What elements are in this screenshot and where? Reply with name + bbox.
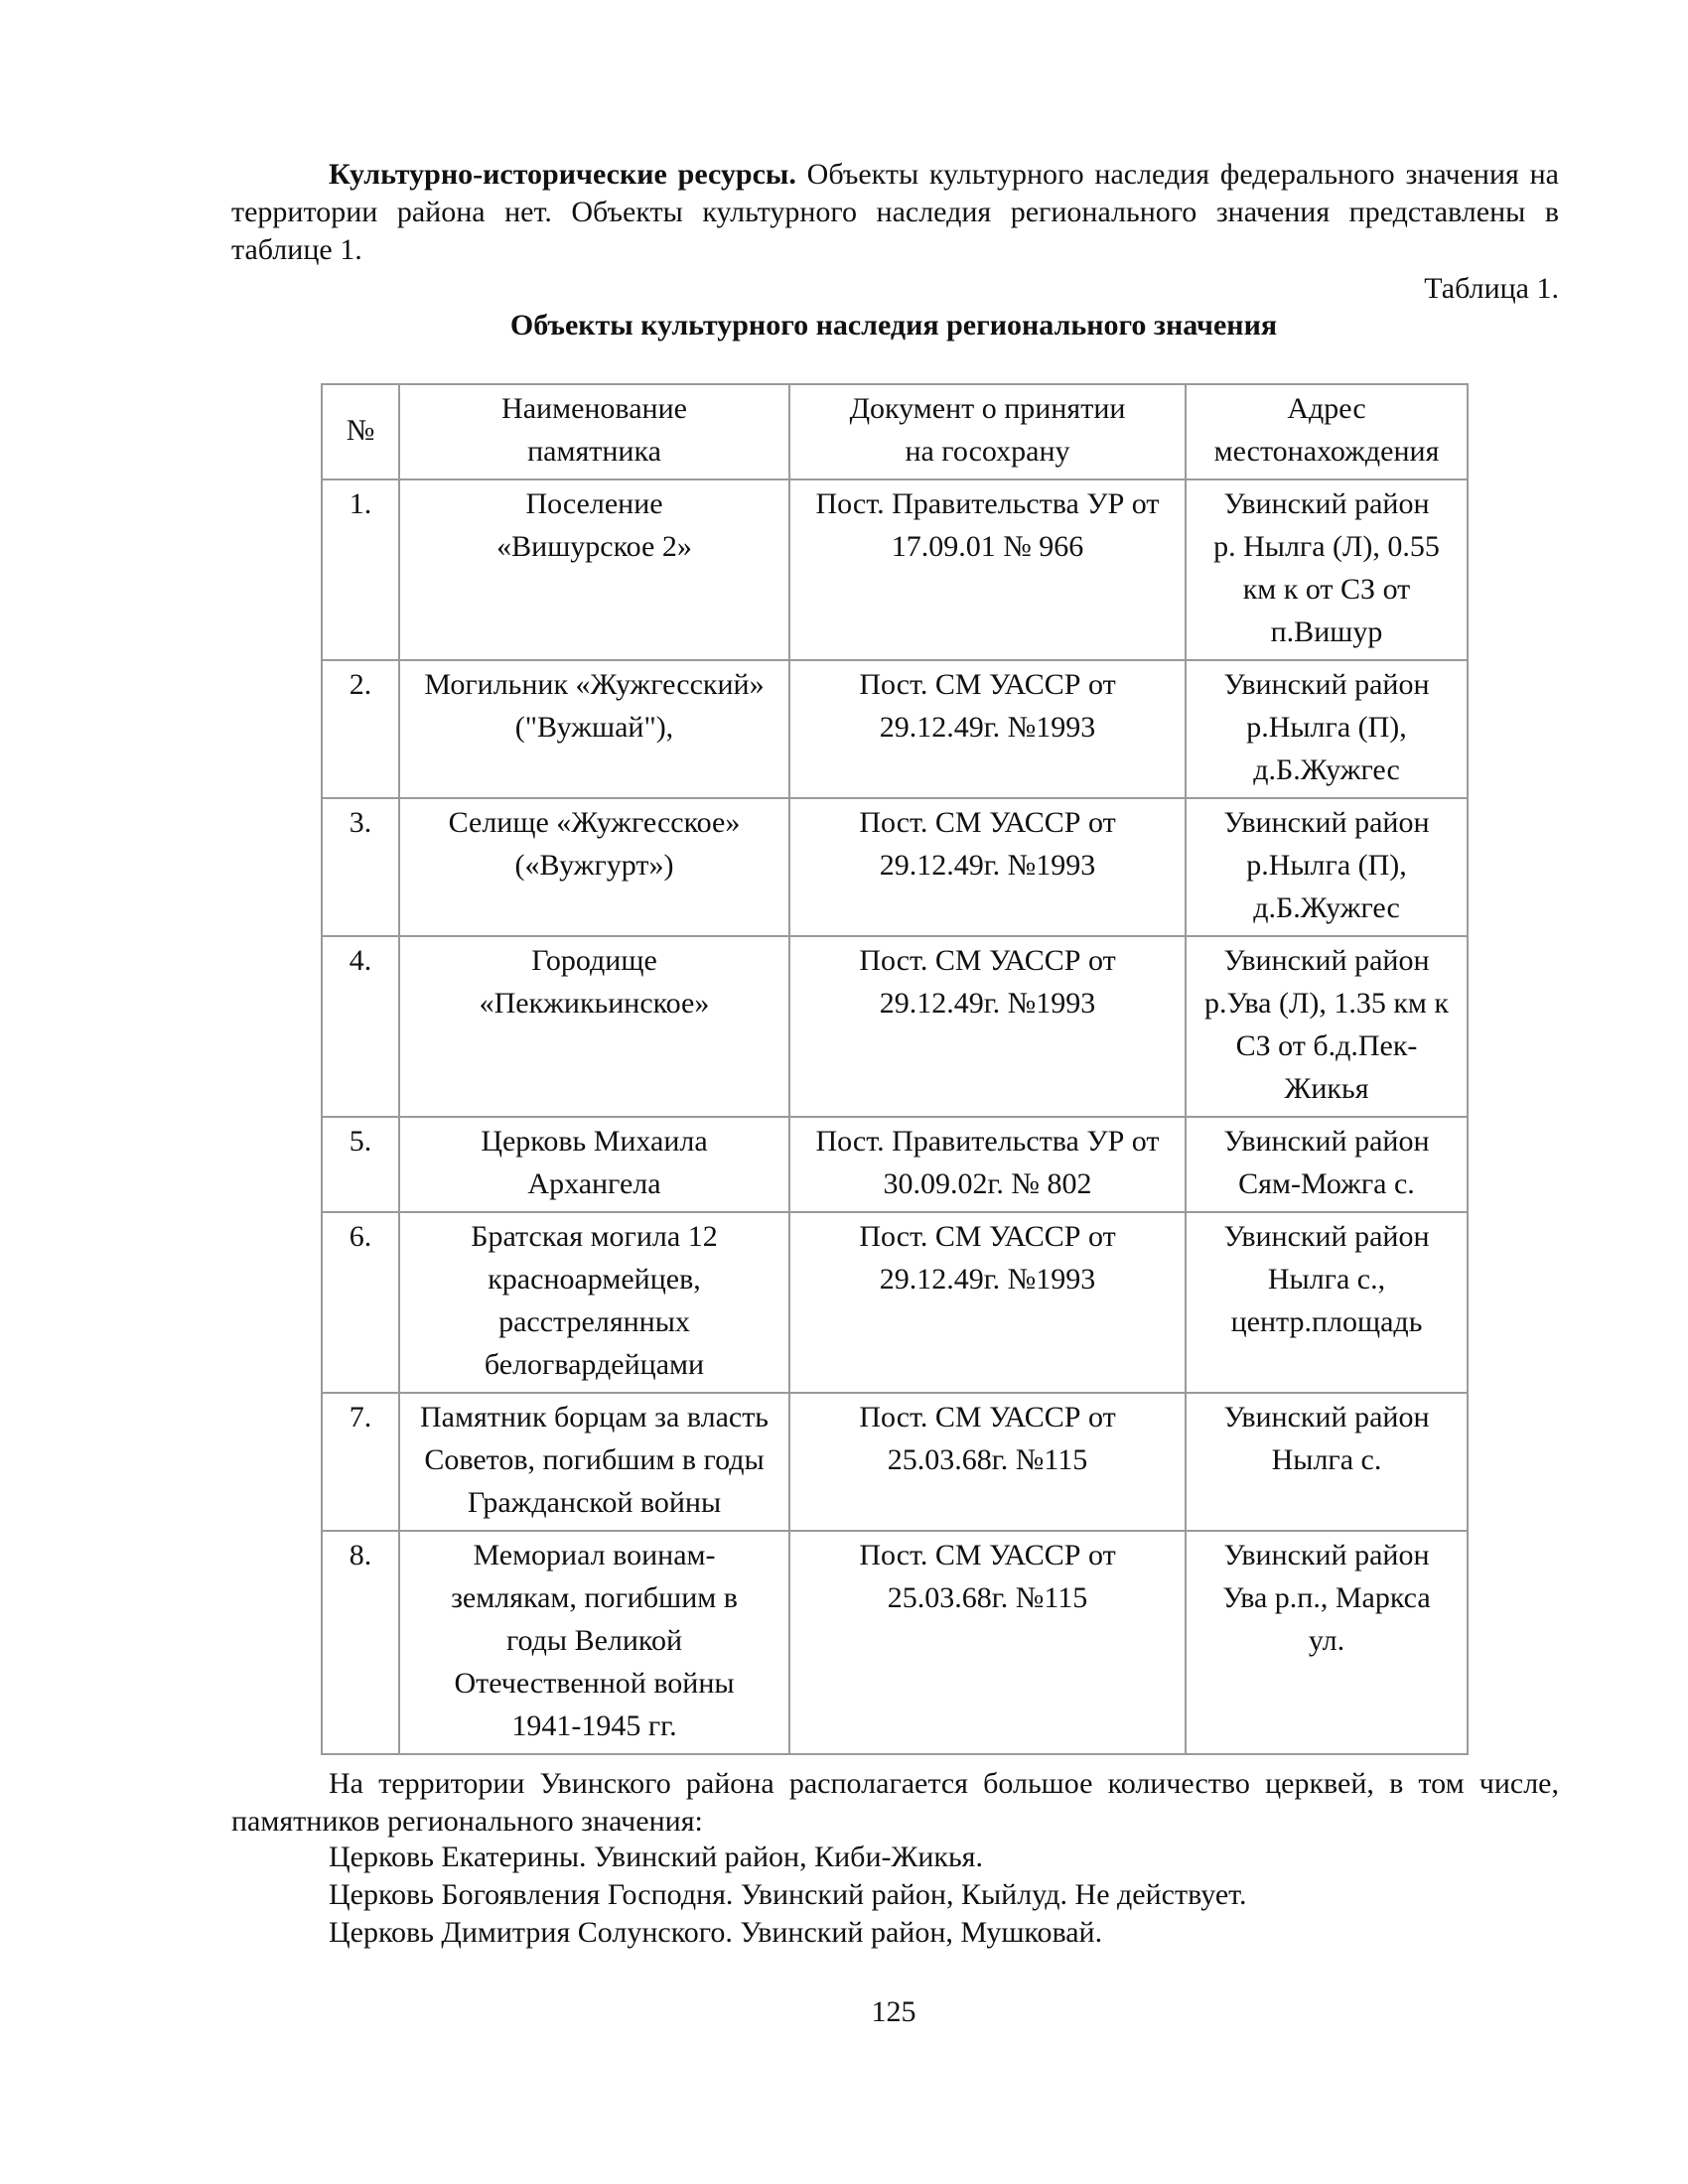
row-number: 5. xyxy=(322,1117,399,1212)
row-address: Увинский район р.Нылга (П), д.Б.Жужгес xyxy=(1186,660,1468,798)
table-row xyxy=(322,1531,1468,1754)
row-number: 3. xyxy=(322,798,399,936)
church-line: Церковь Димитрия Солунского. Увинский район, Мушковай. xyxy=(329,1916,1103,1949)
row-address: Увинский район р.Нылга (П), д.Б.Жужгес xyxy=(1186,798,1468,936)
row-number: 6. xyxy=(322,1212,399,1393)
table-row xyxy=(322,479,1468,660)
header-document: Документ о принятии на госохрану xyxy=(789,384,1186,479)
churches-paragraph: На территории Увинского района располагается большое количество церквей, в том числе, памятников регионального значения: xyxy=(231,1767,1559,1838)
row-name: Церковь Михаила Архангела xyxy=(399,1117,789,1212)
row-address: Увинский район Нылга с., центр.площадь xyxy=(1186,1212,1468,1393)
row-document: Пост. СМ УАССР от 29.12.49г. №1993 xyxy=(789,798,1186,936)
row-name: Селище «Жужгесское» («Вужгурт») xyxy=(399,798,789,936)
row-number: 2. xyxy=(322,660,399,798)
heritage-table-container xyxy=(321,383,1467,1755)
row-number: 7. xyxy=(322,1393,399,1531)
row-address: Увинский район р. Нылга (Л), 0.55 км к от СЗ от п.Вишур xyxy=(1186,479,1468,660)
table-row xyxy=(322,1117,1468,1212)
row-name: Городище «Пекжикьинское» xyxy=(399,936,789,1117)
header-address: Адрес местонахождения xyxy=(1186,384,1468,479)
intro-lead: Культурно-исторические ресурсы. xyxy=(329,158,796,191)
row-name: Могильник «Жужгесский» ("Вужшай"), xyxy=(399,660,789,798)
intro-text: Объекты культурного наследия федерального значения на территории района нет. Объекты культурного наследия регионального значения представлены в таблице 1. xyxy=(231,158,1559,266)
intro-paragraph xyxy=(231,156,1559,269)
table-row xyxy=(322,1393,1468,1531)
heritage-table xyxy=(321,383,1469,1755)
table-title: Объекты культурного наследия регионального значения xyxy=(509,309,1278,341)
table-header-row xyxy=(322,384,1468,479)
church-line: Церковь Екатерины. Увинский район, Киби-Жикья. xyxy=(329,1841,983,1873)
row-address: Увинский район Нылга с. xyxy=(1186,1393,1468,1531)
header-name: Наименование памятника xyxy=(399,384,789,479)
row-number: 8. xyxy=(322,1531,399,1754)
row-document: Пост. Правительства УР от 30.09.02г. № 802 xyxy=(789,1117,1186,1212)
table-row xyxy=(322,660,1468,798)
row-name: Памятник борцам за власть Советов, погибшим в годы Гражданской войны xyxy=(399,1393,789,1531)
row-name: Поселение «Вишурское 2» xyxy=(399,479,789,660)
row-document: Пост. Правительства УР от 17.09.01 № 966 xyxy=(789,479,1186,660)
row-number: 4. xyxy=(322,936,399,1117)
table-row xyxy=(322,798,1468,936)
row-name: Мемориал воинам- землякам, погибшим в годы Великой Отечественной войны 1941-1945 гг. xyxy=(399,1531,789,1754)
row-document: Пост. СМ УАССР от 29.12.49г. №1993 xyxy=(789,936,1186,1117)
row-document: Пост. СМ УАССР от 29.12.49г. №1993 xyxy=(789,1212,1186,1393)
row-address: Увинский район Сям-Можга с. xyxy=(1186,1117,1468,1212)
row-number: 1. xyxy=(322,479,399,660)
row-address: Увинский район р.Ува (Л), 1.35 км к СЗ от б.д.Пек- Жикья xyxy=(1186,936,1468,1117)
table-row xyxy=(322,936,1468,1117)
row-name: Братская могила 12 красноармейцев, расстрелянных белогвардейцами xyxy=(399,1212,789,1393)
row-document: Пост. СМ УАССР от 25.03.68г. №115 xyxy=(789,1531,1186,1754)
table-row xyxy=(322,1212,1468,1393)
church-line: Церковь Богоявления Господня. Увинский район, Кыйлуд. Не действует. xyxy=(329,1878,1247,1911)
table-label: Таблица 1. xyxy=(1424,272,1559,305)
row-document: Пост. СМ УАССР от 25.03.68г. №115 xyxy=(789,1393,1186,1531)
row-address: Увинский район Ува р.п., Маркса ул. xyxy=(1186,1531,1468,1754)
header-number: № xyxy=(322,384,399,479)
page-number: 125 xyxy=(871,1995,916,2028)
row-document: Пост. СМ УАССР от 29.12.49г. №1993 xyxy=(789,660,1186,798)
